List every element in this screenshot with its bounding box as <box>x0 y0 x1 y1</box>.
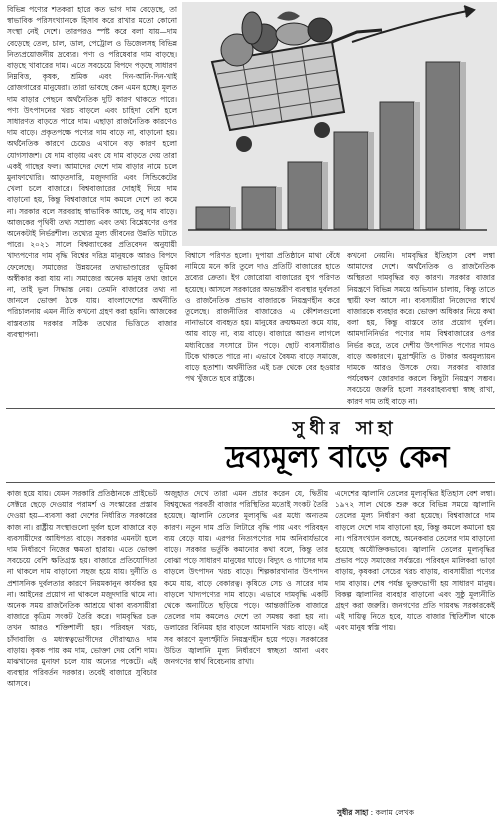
article-text: বিশ্বাসে পরিণত হলো। দুপায়া প্রতিষ্ঠানে মাথা বেঁধে নামিয়ে মনে করি তুলে দাও প্রতিটি বাজারের হাতে দ্রব্যের ক্রেতা। ইগ জোরোয়া বাজারের যুগ পরিণত হয়েছে। আসলে সরকারের অভ্যন্তরীণ ব্যবস্থার দুর্বলতা ও রাজনৈতিক প্রভাব বাজারকে নিয়ন্ত্রণহীন করে তুলেছে। রাজনীতির বাজারেও এ কৌশলগুলো নানাভাবে ব্যবহৃত হয়। মানুষের ক্রয়ক্ষমতা কমে যায়, আয় বাড়ে না, ব্যয় বাড়ে। বাজারে আগুন লাগলে মধ্যবিত্তের সংসারে টান পড়ে। ছোট ব্যবসায়ীরাও টিকে থাকতে পারে না। এভাবে বৈষম্য বাড়ে সমাজে, বাড়ে হতাশা। অর্থনীতির এই চক্র থেকে বের হওয়ার পথ খুঁজতে হবে রাষ্ট্রকে। <box>185 251 340 384</box>
divider <box>6 482 495 483</box>
article-column-3 <box>347 250 495 408</box>
author-byline: সুধীর সাহা <box>292 418 398 439</box>
credit-name: সুধীর সাহা <box>337 808 369 817</box>
article-text: কাজ হয়ে যায়। যেমন সরকারি প্রতিষ্ঠানকে প্রাইভেট সেক্টরে ছেড়ে দেওয়ার পরামর্শ ও সংস্কারের প্রস্তাব দেওয়া হয়—ব্যবসা করা দেশের নির্ধারিত সরকারের কাজ না। রাষ্ট্রীয় সংস্থাগুলো দুর্বল হলে বাজারে বড় ব্যবসায়ীদের আধিপত্য বাড়ে। সরকার এমনটা হলে দাম নির্ধারণে নিজের ক্ষমতা হারায়। এতে ভোক্তা সবচেয়ে বেশি ক্ষতিগ্রস্ত হয়। বাজারে প্রতিযোগিতা না থাকলে দাম বাড়ানো সহজ হয়ে যায়। দুর্নীতি ও প্রশাসনিক দুর্বলতার কারণে নিয়মকানুন কার্যকর হয় না। আইনের প্রয়োগ না থাকলে মজুদদারি থামে না। অনেক সময় রাজনৈতিক আশ্রয়ে থাকা ব্যবসায়ীরা বাজারে কৃত্রিম সংকট তৈরি করে। দামবৃদ্ধির চক্র তখন আরও শক্তিশালী হয়। পরিবহন খরচ, চাঁদাবাজি ও মধ্যস্বত্বভোগীদের দৌরাত্ম্যও দাম বাড়ায়। কৃষক পায় কম দাম, ভোক্তা দেয় বেশি দাম। মাঝখানের মুনাফা চলে যায় অন্যের পকেটে। এই ব্যবস্থার পরিবর্তন দরকার। তবেই বাজারে সুবিচার আসবে। <box>7 489 157 689</box>
divider <box>6 408 495 409</box>
credit-role: কলাম লেখক <box>375 808 414 817</box>
article-text: এদেশের জ্বালানি তেলের মূল্যবৃদ্ধির ইতিহাস বেশ লম্বা। ১৯৭২ সাল থেকে শুরু করে বিভিন্ন সময়ে জ্বালানি তেলের মূল্য নির্ধারণ করা হয়েছে। বিশ্ববাজারে দাম বাড়লে দেশে দাম বাড়ানো হয়, কিন্তু কমলে কমানো হয় না। পরিসংখ্যান বলছে, অনেকবার তেলের দাম বাড়ানো হয়েছে অযৌক্তিকভাবে। জ্বালানি তেলের মূল্যবৃদ্ধির প্রভাব পড়ে সমাজের সর্বস্তরে। পরিবহন মালিকরা ভাড়া বাড়ায়, কৃষকরা সেচের খরচ বাড়ায়, ব্যবসায়ীরা পণ্যের দাম বাড়ায়। শেষ পর্যন্ত ভুক্তভোগী হয় সাধারণ মানুষ। বিকল্প জ্বালানির ব্যবহার বাড়ানো এবং সুষ্ঠু মূল্যনীতি গ্রহণ করা জরুরি। জনগণের প্রতি দায়বদ্ধ সরকারকেই এই দায়িত্ব নিতে হবে, যাতে বাজার স্থিতিশীল থাকে এবং মানুষ স্বস্তি পায়। <box>335 489 495 633</box>
article-text: কখনো নেয়নি। দামবৃদ্ধির ইতিহাস বেশ লম্বা আমাদের দেশে। অর্থনৈতিক ও রাজনৈতিক অস্থিরতা দামবৃদ্ধির বড় কারণ। সরকার বাজার নিয়ন্ত্রণে বিভিন্ন সময়ে অভিযান চালায়, কিন্তু তাতে স্থায়ী ফল আসে না। ব্যবসায়ীরা নিজেদের স্বার্থে বাজারকে ব্যবহার করে। ভোক্তা অধিকার নিয়ে কথা বলা হয়, কিন্তু বাস্তবে তার প্রয়োগ দুর্বল। আমদানিনির্ভর পণ্যের দাম বিশ্ববাজারের ওপর নির্ভর করে, তবে দেশীয় উৎপাদিত পণ্যের দামও বাড়ে অকারণে। মুদ্রাস্ফীতি ও টাকার অবমূল্যায়ন দামকে আরও উসকে দেয়। সরকার বাজার পর্যবেক্ষণ জোরদার করলে কিছুটা নিয়ন্ত্রণ সম্ভব। সবচেয়ে জরুরি হলো সরবরাহব্যবস্থা স্বচ্ছ রাখা, কারণ দাম তাই বাড়ে না। <box>347 251 495 406</box>
article-headline: দ্রব্যমূল্য বাড়ে কেন <box>225 440 450 475</box>
article-column-4 <box>7 488 157 818</box>
price-rise-illustration <box>182 2 497 246</box>
author-credit: সুধীর সাহা : কলাম লেখক <box>337 808 414 817</box>
article-column-6 <box>335 488 495 804</box>
article-column-1 <box>7 4 177 404</box>
article-text: অজুহাত দেখে তারা এমন প্রচার করেন যে, দ্বিতীয় বিশ্বযুদ্ধের পরবর্তী বাজার পরিস্থিতির মতোই সংকট তৈরি হয়েছে। জ্বালানি তেলের মূল্যবৃদ্ধি এর মধ্যে অন্যতম কারণ। নতুন দাম প্রতি লিটারে বৃদ্ধি পায় এবং পরিবহন ব্যয় বেড়ে যায়। এরপর নিত্যপণ্যের দাম অনিবার্যভাবে বাড়ে। সরকার ভর্তুকি কমানোর কথা বলে, কিন্তু তার বোঝা পড়ে সাধারণ মানুষের ঘাড়ে। বিদ্যুৎ ও গ্যাসের দাম বাড়লে উৎপাদন খরচ বাড়ে। শিল্পকারখানার উৎপাদন কমে যায়, বাড়ে বেকারত্ব। কৃষিতে সেচ ও সারের দাম বাড়লে খাদ্যপণ্যের দাম বাড়ে। এভাবে দামবৃদ্ধি একটি থেকে অন্যটিতে ছড়িয়ে পড়ে। আন্তর্জাতিক বাজারে তেলের দাম কমলেও দেশে তা সমন্বয় করা হয় না। ডলারের বিনিময় হার বাড়লে আমদানি খরচ বাড়ে। এই সব কারণে মূল্যস্ফীতি নিয়ন্ত্রণহীন হয়ে পড়ে। সরকারের উচিত জ্বালানি মূল্য নির্ধারণে স্বচ্ছতা আনা এবং জনগণের স্বার্থ বিবেচনায় রাখা। <box>164 489 328 667</box>
article-text: বিভিন্ন পণ্যের শতকরা হারে কত ভাগ দাম বেড়েছে, তা স্বাভাবিক পরিসংখ্যানকে হিসাব করে রাখার মতো কোনো সংস্থা নেই দেশে। তারপরও স্পষ্ট করে বলা যায়—দাম বেড়েছে তেল, চাল, ডাল, পেট্রোল ও ডিজেলসহ বিভিন্ন নিত্যপ্রয়োজনীয় দ্রব্যের। পণ্য ও পরিষেবার দাম বাড়ছে। বাড়ছে খাবারের দাম। এতে সবচেয়ে বিপদে পড়ছে সাধারণ নিম্নবিত্ত, কৃষক, শ্রমিক এবং দিন-আনি-দিন-খাই রোজগারের মানুষেরা। তারা ভাবছে কেন এমন হচ্ছে। মূলত দাম বাড়ার পেছনে অর্থনৈতিক দুটি কারণ থাকতে পারে। পণ্য উৎপাদনের খরচ বাড়লে এবং চাহিদা বেশি হলে সাধারণত বাড়তে পারে দাম। এছাড়া রাজনৈতিক কারণেও দাম বাড়ে। প্রকৃতপক্ষে পণ্যের দাম বাড়ে না, বাড়ানো হয়। অর্থনৈতিক কারণে চেয়েও এখানে বড় কারণ হলো যোগসাজশ। যে দাম বাড়ায় এবং যে দাম বাড়তে দেয় তারা একই গাছের ফল। আমাদের দেশে দাম বাড়ার নামে চলে মুনাফাখোরি। আড়তদারি, মজুদদারি এবং সিন্ডিকেটের খেলা চলে বাজারে। বিশ্ববাজারের দোহাই দিয়ে দাম বাড়ানো হয়, কিন্তু বিশ্ববাজারে দাম কমলে দেশে তা কমে না। সরকার বলে সরবরাহ স্বাভাবিক আছে, তবু দাম বাড়ে। আজকের পৃথিবী তথ্য সম্রাজ্য এবং তথ্য বিশ্লেষণের ওপর অনেকটাই নির্ভরশীল। তথ্যের মূল্য জীবনের উন্নতি ঘটাতে পারে। ২০২১ সালে বিশ্বব্যাংকের প্রতিবেদন অনুযায়ী খাদ্যপণ্যের দাম বৃদ্ধি বিশ্বের দরিদ্র মানুষকে আরও বিপদে ফেলেছে। সমাজের উন্নয়নের তথ্যভাণ্ডারের ভূমিকা অস্বীকার করা যায় না। সমাজের অনেক মানুষ তথ্য জানে না, তাই ভুল সিদ্ধান্ত নেয়। তেমনি বাজারের তথ্য না জানলে ভোক্তা ঠকে যায়। বাংলাদেশের অর্থনীতি পরিচালনায় এমন নীতি কখনো গ্রহণ করা হয়নি। আজকের বাস্তবতায় দরকার সঠিক তথ্যের ভিত্তিতে বাজার ব্যবস্থাপনা। <box>7 5 177 339</box>
article-column-5 <box>164 488 328 818</box>
article-column-2 <box>185 250 340 408</box>
